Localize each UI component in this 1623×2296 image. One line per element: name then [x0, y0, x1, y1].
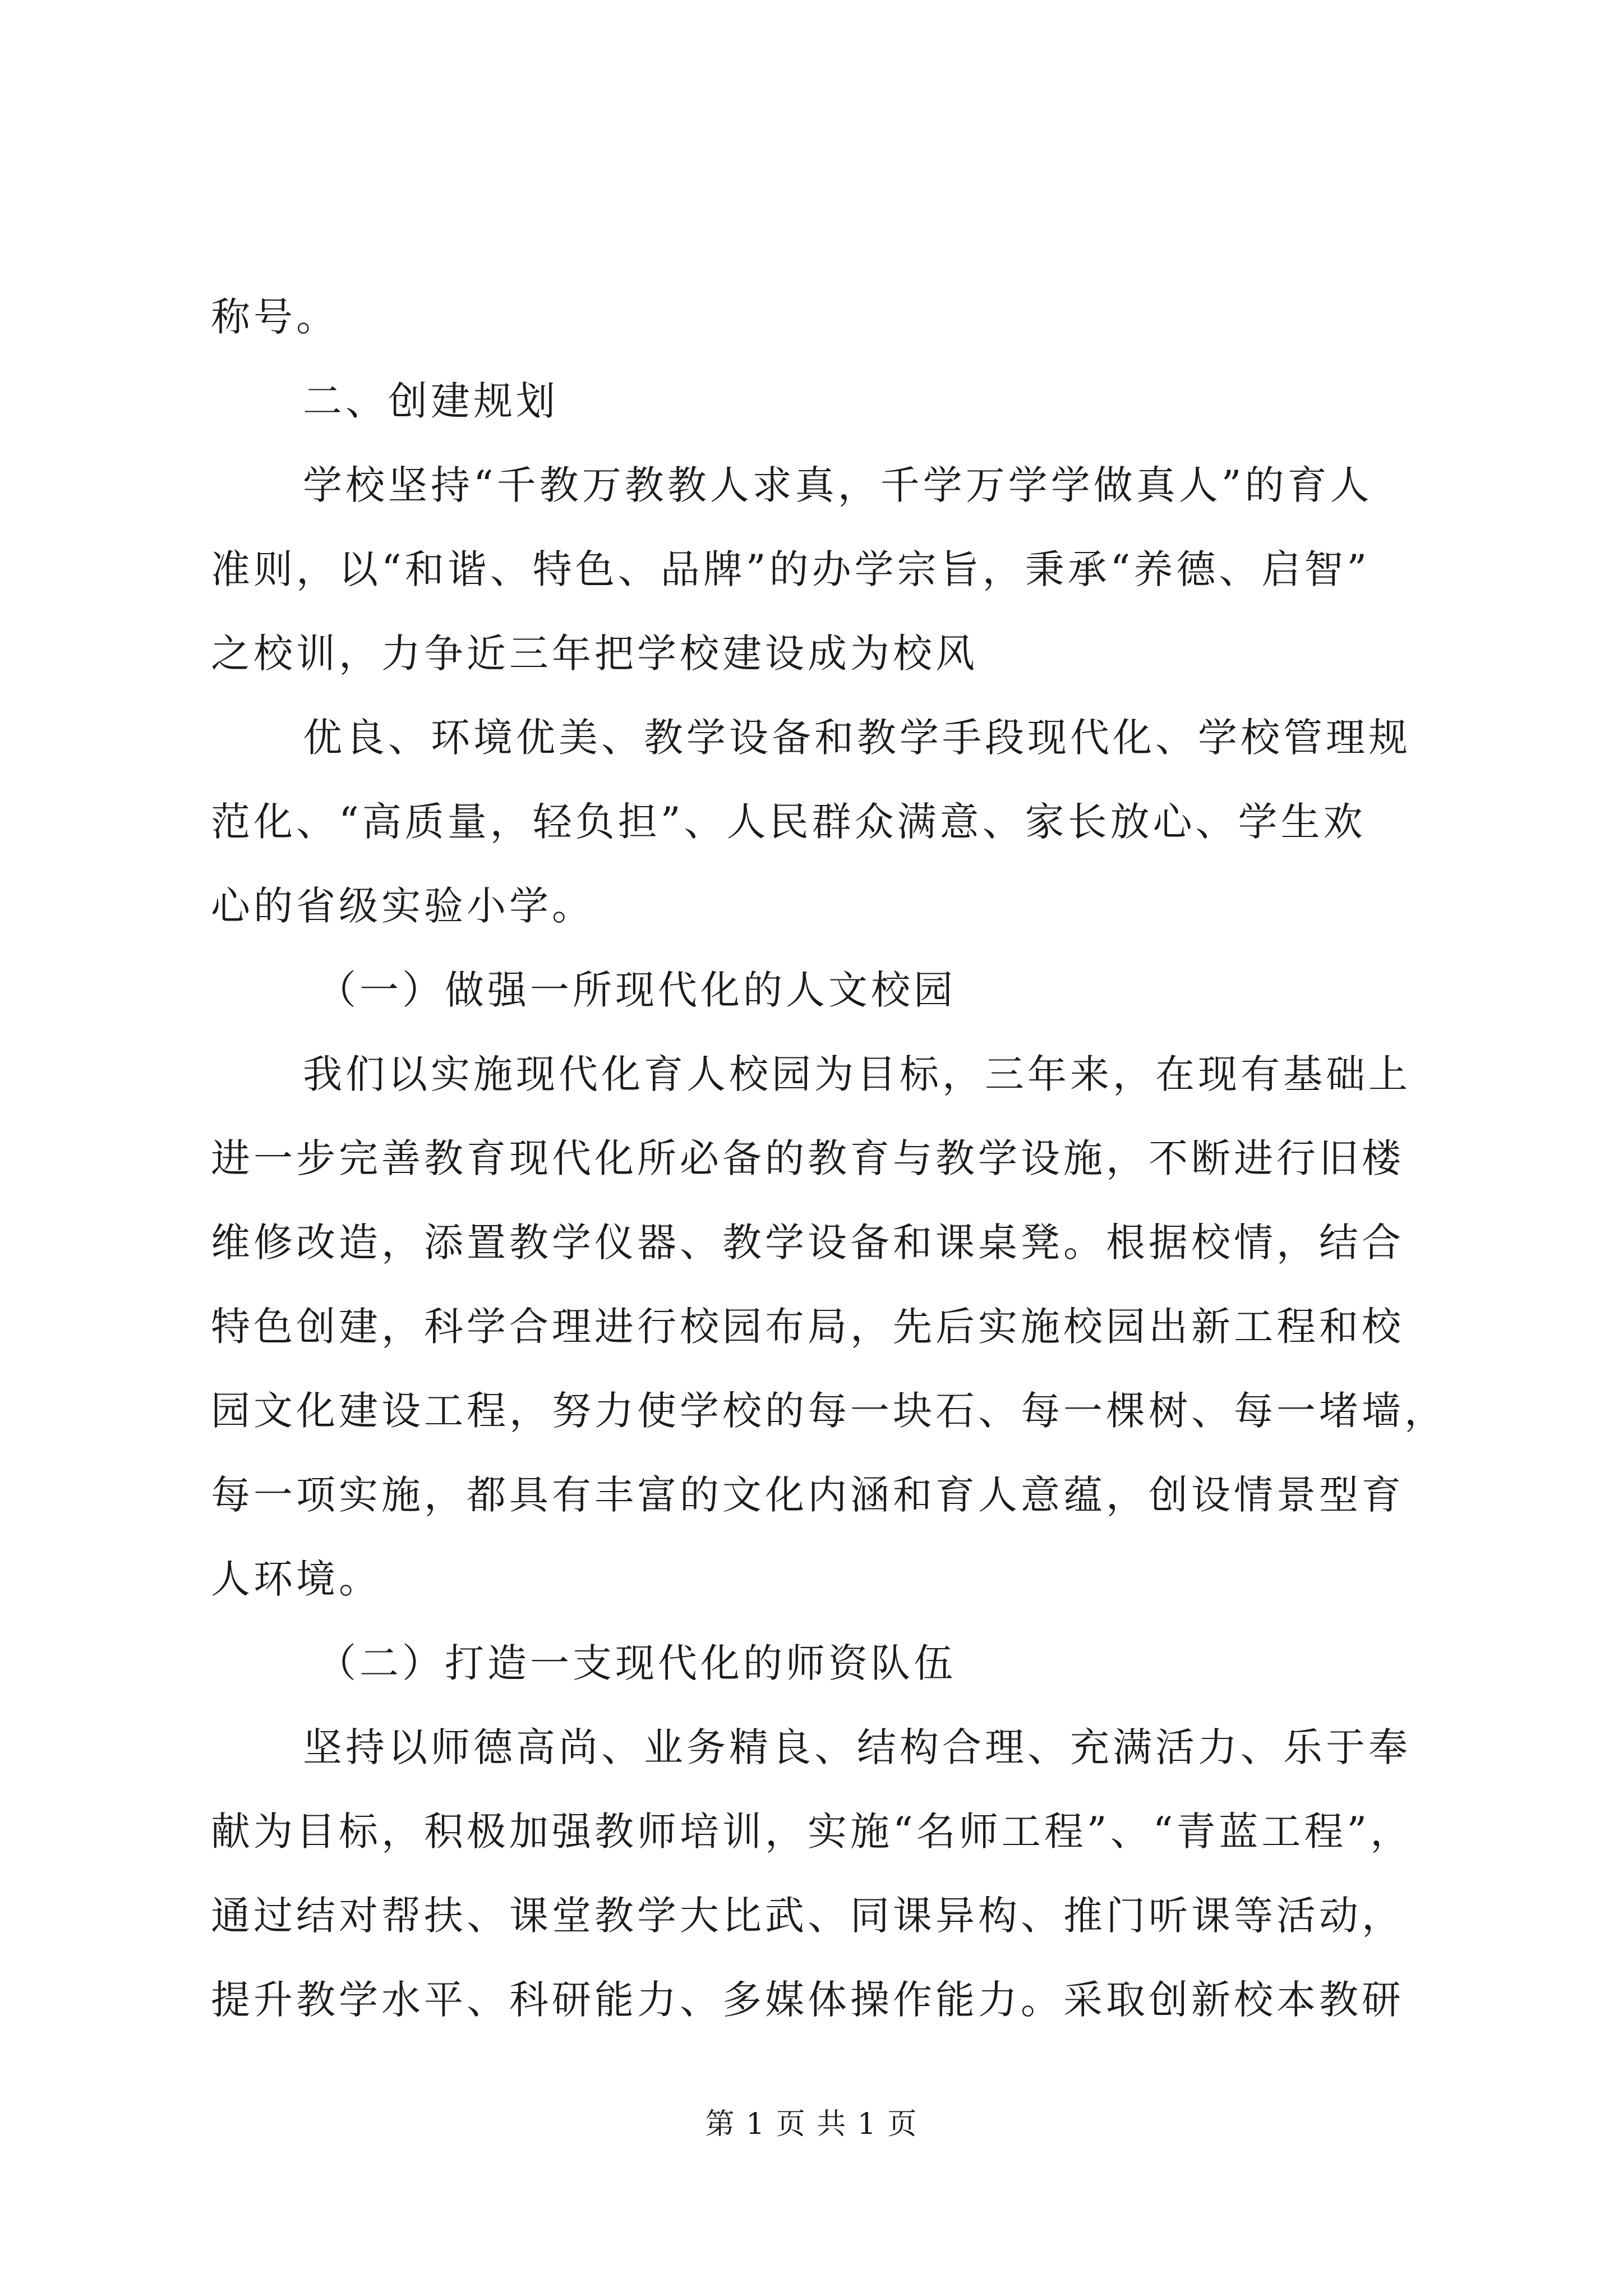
text-line: 献为目标，积极加强教师培训，实施“名师工程”、“青蓝工程”，	[211, 1809, 1413, 1855]
text-line: 学校坚持“千教万教教人求真，千学万学学做真人”的育人	[303, 462, 1373, 508]
text-line: 我们以实施现代化育人校园为目标，三年来，在现有基础上	[303, 1051, 1411, 1097]
text-line: 优良、环境优美、教学设备和教学手段现代化、学校管理规	[303, 715, 1411, 761]
text-line: 特色创建，科学合理进行校园布局，先后实施校园出新工程和校	[211, 1304, 1404, 1350]
text-line: 维修改造，添置教学仪器、教学设备和课桌凳。根据校情，结合	[211, 1220, 1404, 1266]
text-line: 准则，以“和谐、特色、品牌”的办学宗旨，秉承“养德、启智”	[211, 546, 1371, 592]
text-line: 每一项实施，都具有丰富的文化内涵和育人意蕴，创设情景型育	[211, 1472, 1404, 1518]
text-line: 称号。	[211, 294, 339, 340]
text-line: 范化、“高质量，轻负担”、人民群众满意、家长放心、学生欢	[211, 799, 1366, 845]
text-line: 人环境。	[211, 1556, 381, 1602]
text-line: 提升教学水平、科研能力、多媒体操作能力。采取创新校本教研	[211, 1977, 1404, 2023]
text-line: 心的省级实验小学。	[211, 883, 594, 929]
section-heading: 二、创建规划	[303, 378, 559, 424]
subsection-heading: （二）打造一支现代化的师资队伍	[317, 1640, 956, 1686]
page-number-footer: 第 1 页 共 1 页	[705, 2108, 918, 2141]
text-line: 之校训，力争近三年把学校建设成为校风	[211, 631, 978, 677]
text-line: 坚持以师德高尚、业务精良、结构合理、充满活力、乐于奉	[303, 1724, 1411, 1770]
text-line: 通过结对帮扶、课堂教学大比武、同课异构、推门听课等活动，	[211, 1893, 1404, 1939]
text-line: 园文化建设工程，努力使学校的每一块石、每一棵树、每一堵墙，	[211, 1388, 1447, 1434]
text-line: 进一步完善教育现代化所必备的教育与教学设施，不断进行旧楼	[211, 1135, 1404, 1181]
subsection-heading: （一）做强一所现代化的人文校园	[317, 967, 956, 1013]
